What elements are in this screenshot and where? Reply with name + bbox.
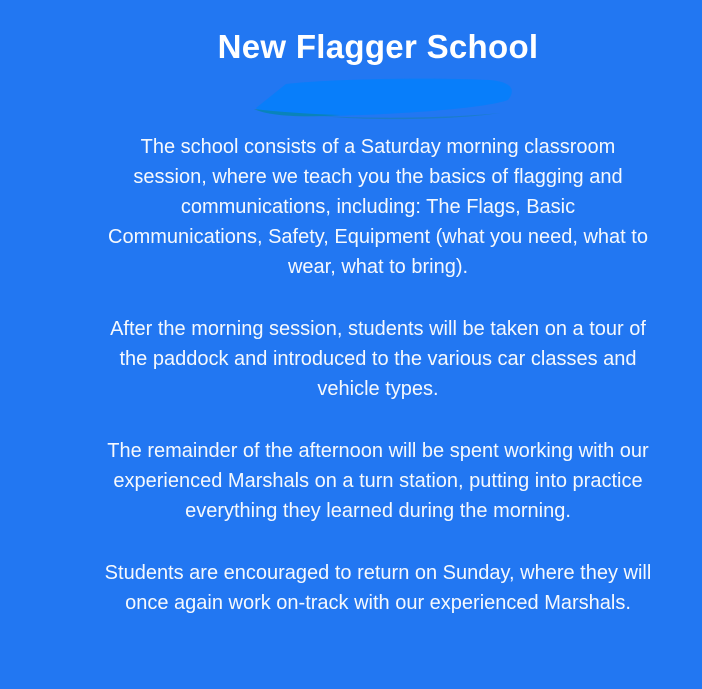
text-line: the paddock and introduced to the various car classes and (119, 348, 637, 370)
paragraph-paddock-tour (78, 314, 678, 404)
text-line: After the morning session, students will be taken on a tour of (110, 318, 646, 340)
page (0, 27, 702, 689)
paragraph-classroom-session (78, 132, 678, 282)
paragraph-sunday-return (78, 558, 678, 618)
brush-stroke-graphic (250, 76, 520, 120)
brush-stroke-main (256, 79, 512, 116)
flagger-school-section (78, 27, 678, 618)
text-line: session, where we teach you the basics of flagging and (133, 166, 623, 188)
title-brush-underline (78, 76, 678, 120)
paragraph-afternoon-practice (78, 436, 678, 526)
text-line: experienced Marshals on a turn station, putting into practice (113, 470, 643, 492)
text-line: The school consists of a Saturday morning classroom (140, 136, 616, 158)
text-line: wear, what to bring). (287, 256, 469, 278)
text-line: vehicle types. (317, 378, 439, 400)
text-line: everything they learned during the morning. (185, 500, 571, 522)
text-line: communications, including: The Flags, Basic (180, 196, 576, 218)
intro-paragraphs (78, 132, 678, 618)
page-title: New Flagger School (217, 28, 539, 65)
text-line: Communications, Safety, Equipment (what you need, what to (108, 226, 648, 248)
text-line: Students are encouraged to return on Sunday, where they will (104, 562, 652, 584)
text-line: once again work on-track with our experienced Marshals. (125, 592, 631, 614)
text-line: The remainder of the afternoon will be spent working with our (107, 440, 649, 462)
